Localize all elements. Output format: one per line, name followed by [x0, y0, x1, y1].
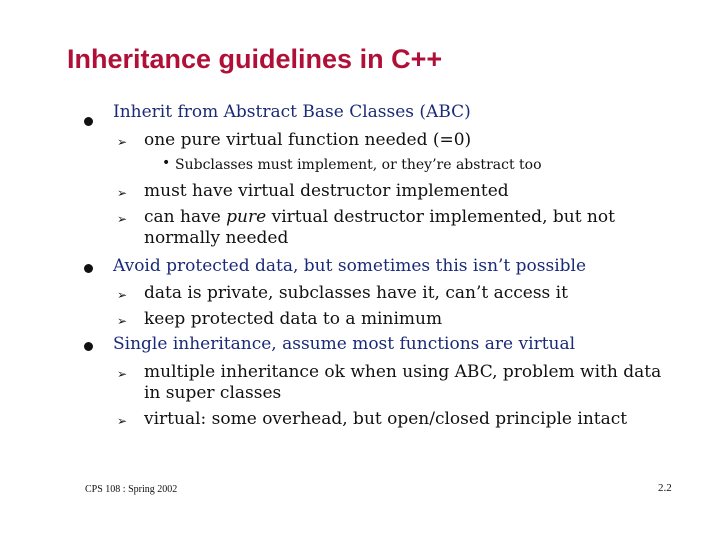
bullet-3-1-text: multiple inheritance ok when using ABC, problem with data in super classes [144, 362, 662, 403]
arrow-bullet-icon: ➢ [117, 314, 128, 328]
bullet-dot-icon [84, 342, 93, 351]
arrow-bullet-icon: ➢ [117, 212, 128, 226]
arrow-bullet-icon: ➢ [117, 135, 128, 149]
bullet-dot-icon [84, 117, 93, 126]
arrow-bullet-icon: ➢ [117, 288, 128, 302]
arrow-bullet-icon: ➢ [117, 414, 128, 428]
dot-bullet-icon: • [162, 155, 171, 171]
bullet-3-2-text: virtual: some overhead, but open/closed principle intact [144, 409, 628, 429]
arrow-bullet-icon: ➢ [117, 367, 128, 381]
bullet-1-3-text [144, 207, 664, 249]
bullet-1-3-text-after: virtual destructor implemented, but not normally needed [144, 207, 615, 248]
bullet-1-text: Inherit from Abstract Base Classes (ABC) [113, 102, 471, 122]
bullet-3-text: Single inheritance, assume most functions are virtual [113, 334, 576, 354]
bullet-2-1-text: data is private, subclasses have it, can’t access it [144, 283, 568, 303]
bullet-1-1-text: one pure virtual function needed (=0) [144, 130, 472, 150]
bullet-1-1-1-text: Subclasses must implement, or they’re abstract too [175, 157, 542, 173]
footer-course: CPS 108 : Spring 2002 [85, 484, 178, 495]
bullet-2-2-text: keep protected data to a minimum [144, 309, 443, 329]
bullet-1-3-text-before: can have [144, 207, 227, 227]
bullet-1-2-text: must have virtual destructor implemented [144, 181, 509, 201]
bullet-dot-icon [84, 264, 93, 273]
footer-page-number: 2.2 [658, 482, 672, 494]
slide-title: Inheritance guidelines in C++ [67, 44, 443, 74]
bullet-2-text: Avoid protected data, but sometimes this isn’t possible [113, 256, 587, 276]
bullet-1-3-text-emphasis: pure [226, 207, 267, 227]
arrow-bullet-icon: ➢ [117, 186, 128, 200]
